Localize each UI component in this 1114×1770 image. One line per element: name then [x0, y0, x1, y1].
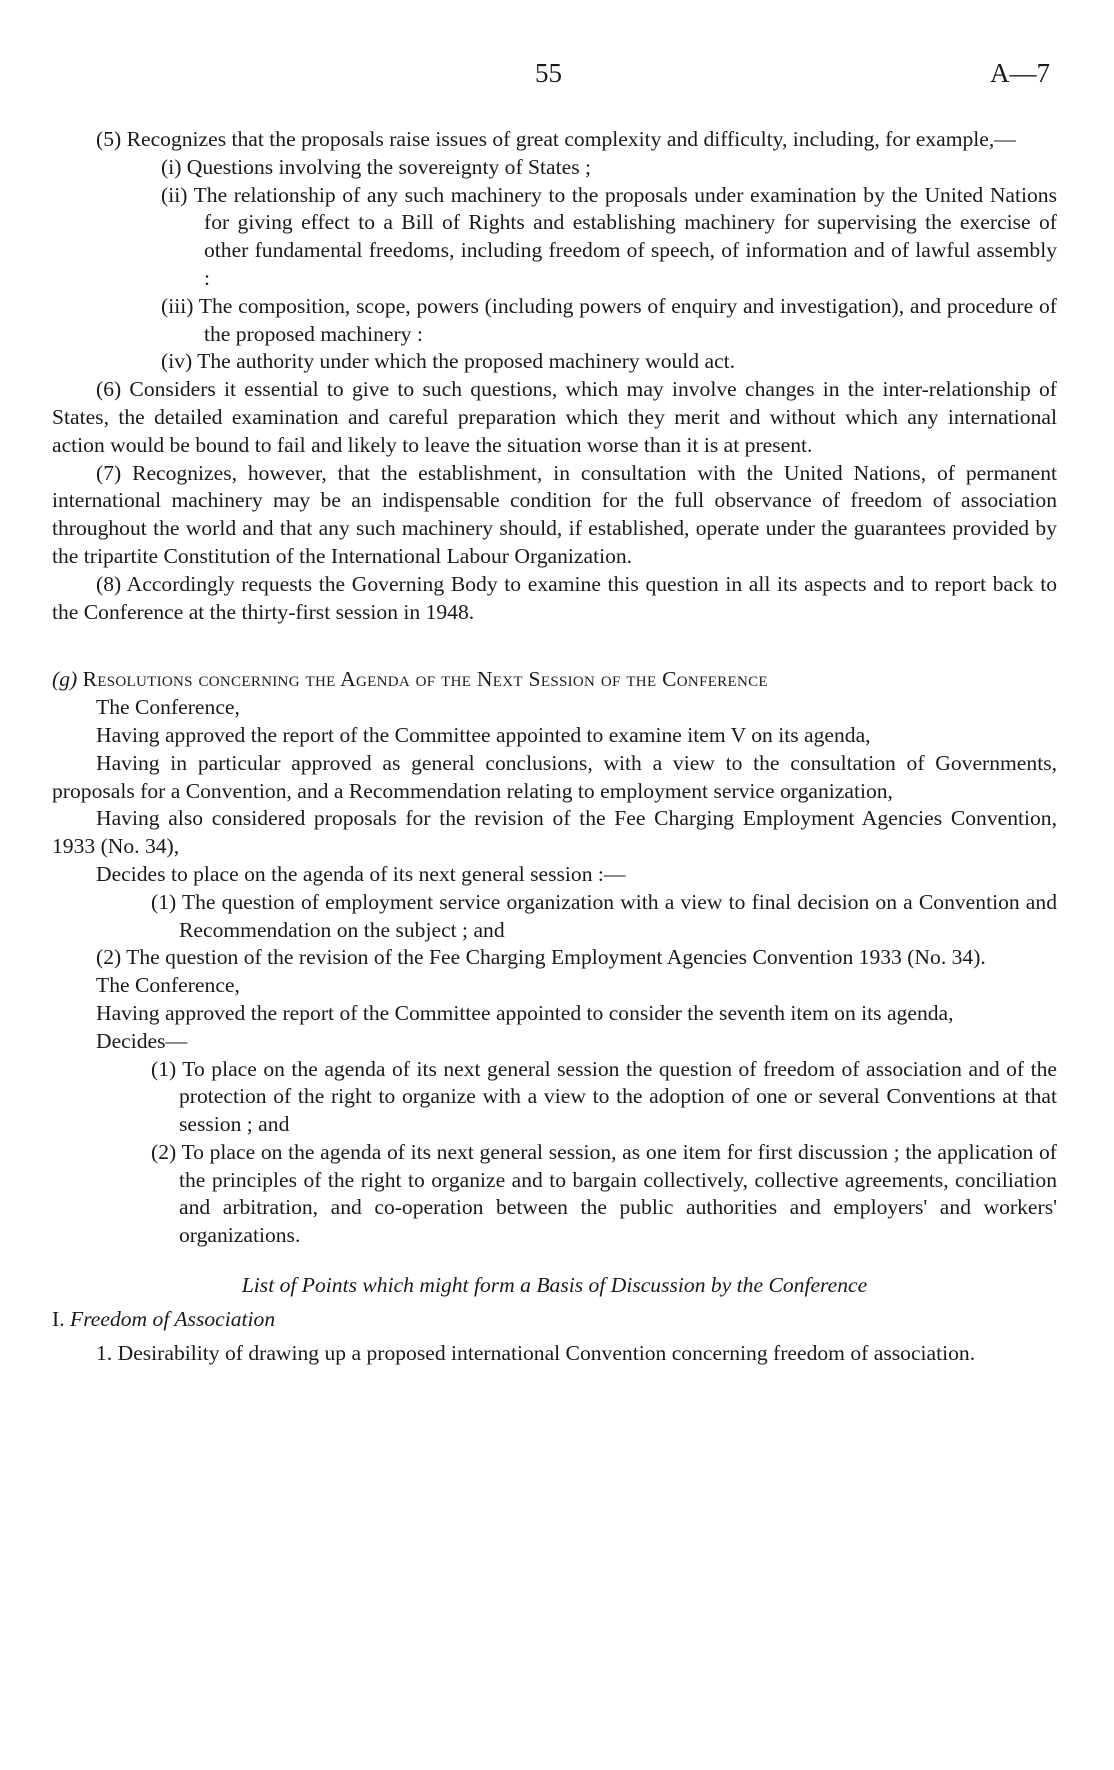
page-number: 55 [535, 58, 562, 88]
paragraph-6: (6) Considers it essential to give to such questions, which may involve changes in the inter-relationship of States, the detailed examination and careful preparation which they merit and without which any international action would be bound to fail and likely to leave the situation worse than it is at present. [52, 377, 1057, 457]
resolution-2-line: The Conference, [96, 973, 240, 998]
resolution-1-line: Having also considered proposals for the revision of the Fee Charging Employment Agencies Convention, 1933 (No. 34), [52, 806, 1057, 859]
section-g-title: Resolutions concerning the Agenda of the Next Session of the Conference [82, 667, 768, 692]
paragraph-7: (7) Recognizes, however, that the establishment, in consultation with the United Nations, of permanent international machinery may be an indispensable condition for the full observance of freedom of association throughout the world and that any such machinery should, if established, operate under the guarantees provided by the tripartite Constitution of the International Labour Organization. [52, 460, 1057, 568]
section-i-title: Freedom of Association [70, 1306, 276, 1331]
document-reference: A—7 [990, 58, 1050, 88]
section-i-number: I. [52, 1306, 65, 1331]
section-g-label: (g) [52, 667, 78, 692]
resolution-1-line: The Conference, [96, 695, 240, 720]
paragraph-5-item: (iii) The composition, scope, powers (including powers of enquiry and investigation), and procedure of the proposed machinery : [161, 293, 1057, 346]
paragraph-5-item: (ii) The relationship of any such machinery to the proposals under examination by the United Nations for giving effect to a Bill of Rights and establishing machinery for supervising the exercise of other fundamental freedoms, including freedom of speech, of information and of lawful assembly : [161, 182, 1057, 290]
section-i-heading [52, 1306, 1057, 1334]
resolution-2-item: (2) To place on the agenda of its next general session, as one item for first discussion ; the application of the principles of the right to organize and to bargain collectively, collective agreements, conciliation and arbitration, and co-operation between the public authorities and employers' and workers' organizations. [151, 1139, 1057, 1248]
paragraph-5-item: (i) Questions involving the sovereignty of States ; [161, 154, 592, 179]
resolution-2-item: (1) To place on the agenda of its next general session the question of freedom of association and of the protection of the right to organize with a view to the adoption of one or several Conventions at that session ; and [151, 1056, 1057, 1137]
paragraph-8: (8) Accordingly requests the Governing Body to examine this question in all its aspects and to report back to the Conference at the thirty-first session in 1948. [52, 571, 1057, 624]
paragraph-5-item: (iv) The authority under which the proposed machinery would act. [161, 349, 736, 374]
paragraph-5-intro: (5) Recognizes that the proposals raise issues of great complexity and difficulty, including, for example,— [96, 127, 1016, 151]
page-body [52, 126, 1057, 1367]
resolution-1-line: Having in particular approved as general conclusions, with a view to the consultation of Governments, proposals for a Convention, and a Recommendation relating to employment service organization, [52, 750, 1057, 803]
section-g-heading [52, 666, 1057, 694]
resolution-2-line: Having approved the report of the Committee appointed to consider the seventh item on its agenda, [96, 1000, 954, 1025]
resolution-1-item-2: (2) The question of the revision of the Fee Charging Employment Agencies Convention 1933 (No. 34). [96, 945, 986, 970]
list-of-points-title: List of Points which might form a Basis of Discussion by the Conference [241, 1273, 868, 1298]
point-1: 1. Desirability of drawing up a proposed international Convention concerning freedom of association. [96, 1340, 976, 1365]
page-header [0, 58, 1114, 98]
resolution-1-line: Having approved the report of the Committee appointed to examine item V on its agenda, [96, 722, 871, 747]
resolution-1-line: Decides to place on the agenda of its next general session :— [96, 861, 626, 886]
resolution-1-item: (1) The question of employment service organization with a view to final decision on a Convention and Recommendation on the subject ; and [151, 889, 1057, 942]
resolution-2-line: Decides— [96, 1028, 188, 1053]
